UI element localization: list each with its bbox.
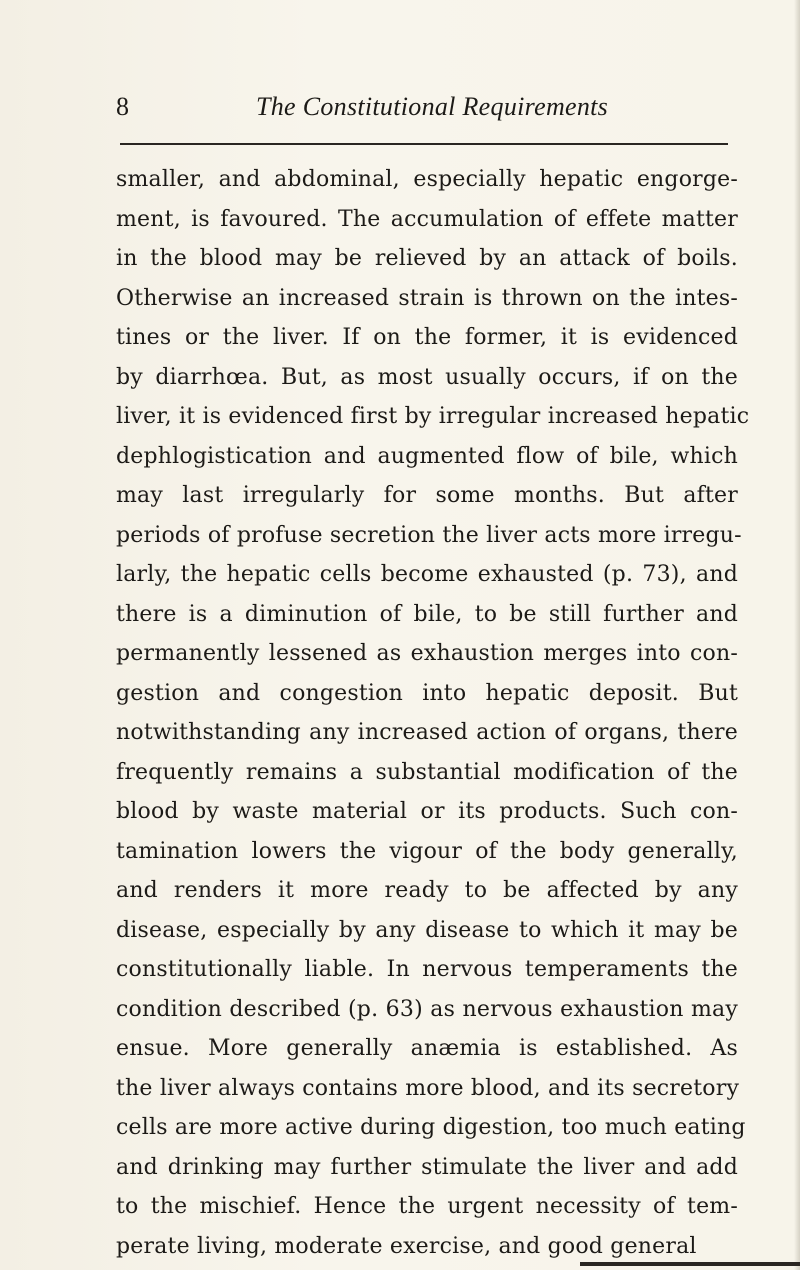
text-line: may last irregularly for some months. But after <box>116 483 738 508</box>
text-line: tamination lowers the vigour of the body generally, <box>116 838 738 864</box>
text-line: Otherwise an increased strain is thrown on the intes- <box>116 285 738 311</box>
text-line: and drinking may further stimulate the liver and add <box>116 1154 738 1180</box>
text-line: tines or the liver. If on the former, it is evidenced <box>116 325 738 350</box>
text-line: periods of profuse secretion the liver acts more irregu- <box>116 522 742 548</box>
text-line: in the blood may be relieved by an attack of boils. <box>116 246 738 271</box>
text-line: there is a diminution of bile, to be still further and <box>116 601 738 627</box>
text-line: blood by waste material or its products. Such con- <box>116 799 738 824</box>
text-line: condition described (p. 63) as nervous exhaustion may <box>116 996 738 1022</box>
text-line: frequently remains a substantial modification of the <box>116 759 738 785</box>
text-line: by diarrhœa. But, as most usually occurs, if on the <box>116 364 738 390</box>
text-line: disease, especially by any disease to which it may be <box>116 917 738 943</box>
page-number: 8 <box>116 92 129 121</box>
text-line: constitutionally liable. In nervous temperaments the <box>116 957 738 982</box>
text-line: liver, it is evidenced first by irregular increased hepatic <box>116 404 750 429</box>
text-line: and renders it more ready to be affected by any <box>116 878 738 903</box>
running-title: The Constitutional Requirements <box>256 92 609 121</box>
text-line: perate living, moderate exercise, and good general <box>116 1233 697 1259</box>
text-line: to the mischief. Hence the urgent necessity of tem- <box>116 1194 738 1219</box>
text-line: notwithstanding any increased action of organs, there <box>116 720 738 745</box>
page-edge-shadow <box>794 0 800 1270</box>
text-line: ment, is favoured. The accumulation of effete matter <box>116 206 738 232</box>
text-line: dephlogistication and augmented flow of bile, which <box>116 443 738 469</box>
text-line: permanently lessened as exhaustion merges into con- <box>116 641 738 666</box>
body-text <box>116 160 750 1266</box>
page-header <box>116 92 736 128</box>
bottom-edge-rule <box>580 1262 800 1266</box>
text-line: ensue. More generally anæmia is established. As <box>116 1036 738 1061</box>
header-rule <box>120 143 728 145</box>
text-line: gestion and congestion into hepatic deposit. But <box>116 680 738 706</box>
text-line: the liver always contains more blood, and its secretory <box>116 1075 740 1101</box>
text-line: smaller, and abdominal, especially hepatic engorge- <box>116 167 738 192</box>
text-line: cells are more active during digestion, too much eating <box>116 1115 746 1140</box>
text-line: larly, the hepatic cells become exhausted (p. 73), and <box>116 562 738 587</box>
